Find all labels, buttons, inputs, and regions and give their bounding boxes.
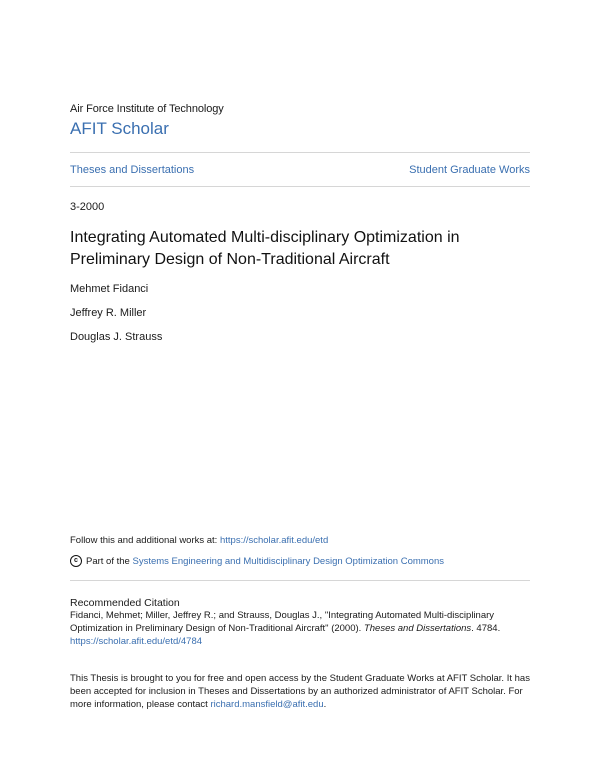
part-of-line bbox=[70, 555, 444, 567]
collection-nav bbox=[70, 164, 530, 176]
follow-link[interactable]: https://scholar.afit.edu/etd bbox=[219, 535, 329, 546]
open-access-icon: c bbox=[70, 555, 82, 567]
citation-series: Theses and Dissertations bbox=[363, 623, 472, 634]
document-title: Integrating Automated Multi-disciplinary Optimization in Preliminary Design of Non-Traditional Aircraft bbox=[70, 229, 460, 268]
citation-text: Fidanci, Mehmet; Miller, Jeffrey R.; and Strauss, Douglas J., "Integrating Automated Multi-disciplinary Optimization in Preliminary Design of Non-Traditional Aircraft" (2000). Theses and Dissertations. 4784. https://scholar.afit.edu/etd/4784 bbox=[70, 610, 501, 647]
author: Douglas J. Strauss bbox=[70, 331, 163, 343]
part-of-text: Part of the bbox=[86, 555, 130, 567]
contact-email-link[interactable]: richard.mansfield@afit.edu bbox=[210, 699, 324, 710]
citation-link[interactable]: https://scholar.afit.edu/etd/4784 bbox=[70, 636, 203, 647]
commons-link[interactable]: Systems Engineering and Multidisciplinary Design Optimization Commons bbox=[132, 555, 445, 567]
recommended-citation-heading: Recommended Citation bbox=[70, 597, 180, 609]
publication-date: 3-2000 bbox=[70, 201, 105, 213]
author: Mehmet Fidanci bbox=[70, 283, 149, 295]
follow-line bbox=[70, 535, 328, 546]
author: Jeffrey R. Miller bbox=[70, 307, 147, 319]
theses-link[interactable]: Theses and Dissertations bbox=[70, 164, 195, 176]
cover-page bbox=[70, 0, 530, 776]
student-works-link[interactable]: Student Graduate Works bbox=[409, 164, 530, 176]
divider bbox=[70, 186, 530, 187]
follow-text: Follow this and additional works at: bbox=[70, 535, 220, 546]
divider bbox=[70, 580, 530, 581]
access-notice: This Thesis is brought to you for free and open access by the Student Graduate Works at AFIT Scholar. It has been accepted for inclusion in Theses and Dissertations by an authorized administrator of AFIT Scholar. For more information, please contact richard.mansfield@afit.edu. bbox=[70, 673, 530, 710]
repository-link[interactable]: AFIT Scholar bbox=[70, 119, 169, 138]
divider bbox=[70, 152, 530, 153]
institution-name: Air Force Institute of Technology bbox=[70, 103, 224, 115]
